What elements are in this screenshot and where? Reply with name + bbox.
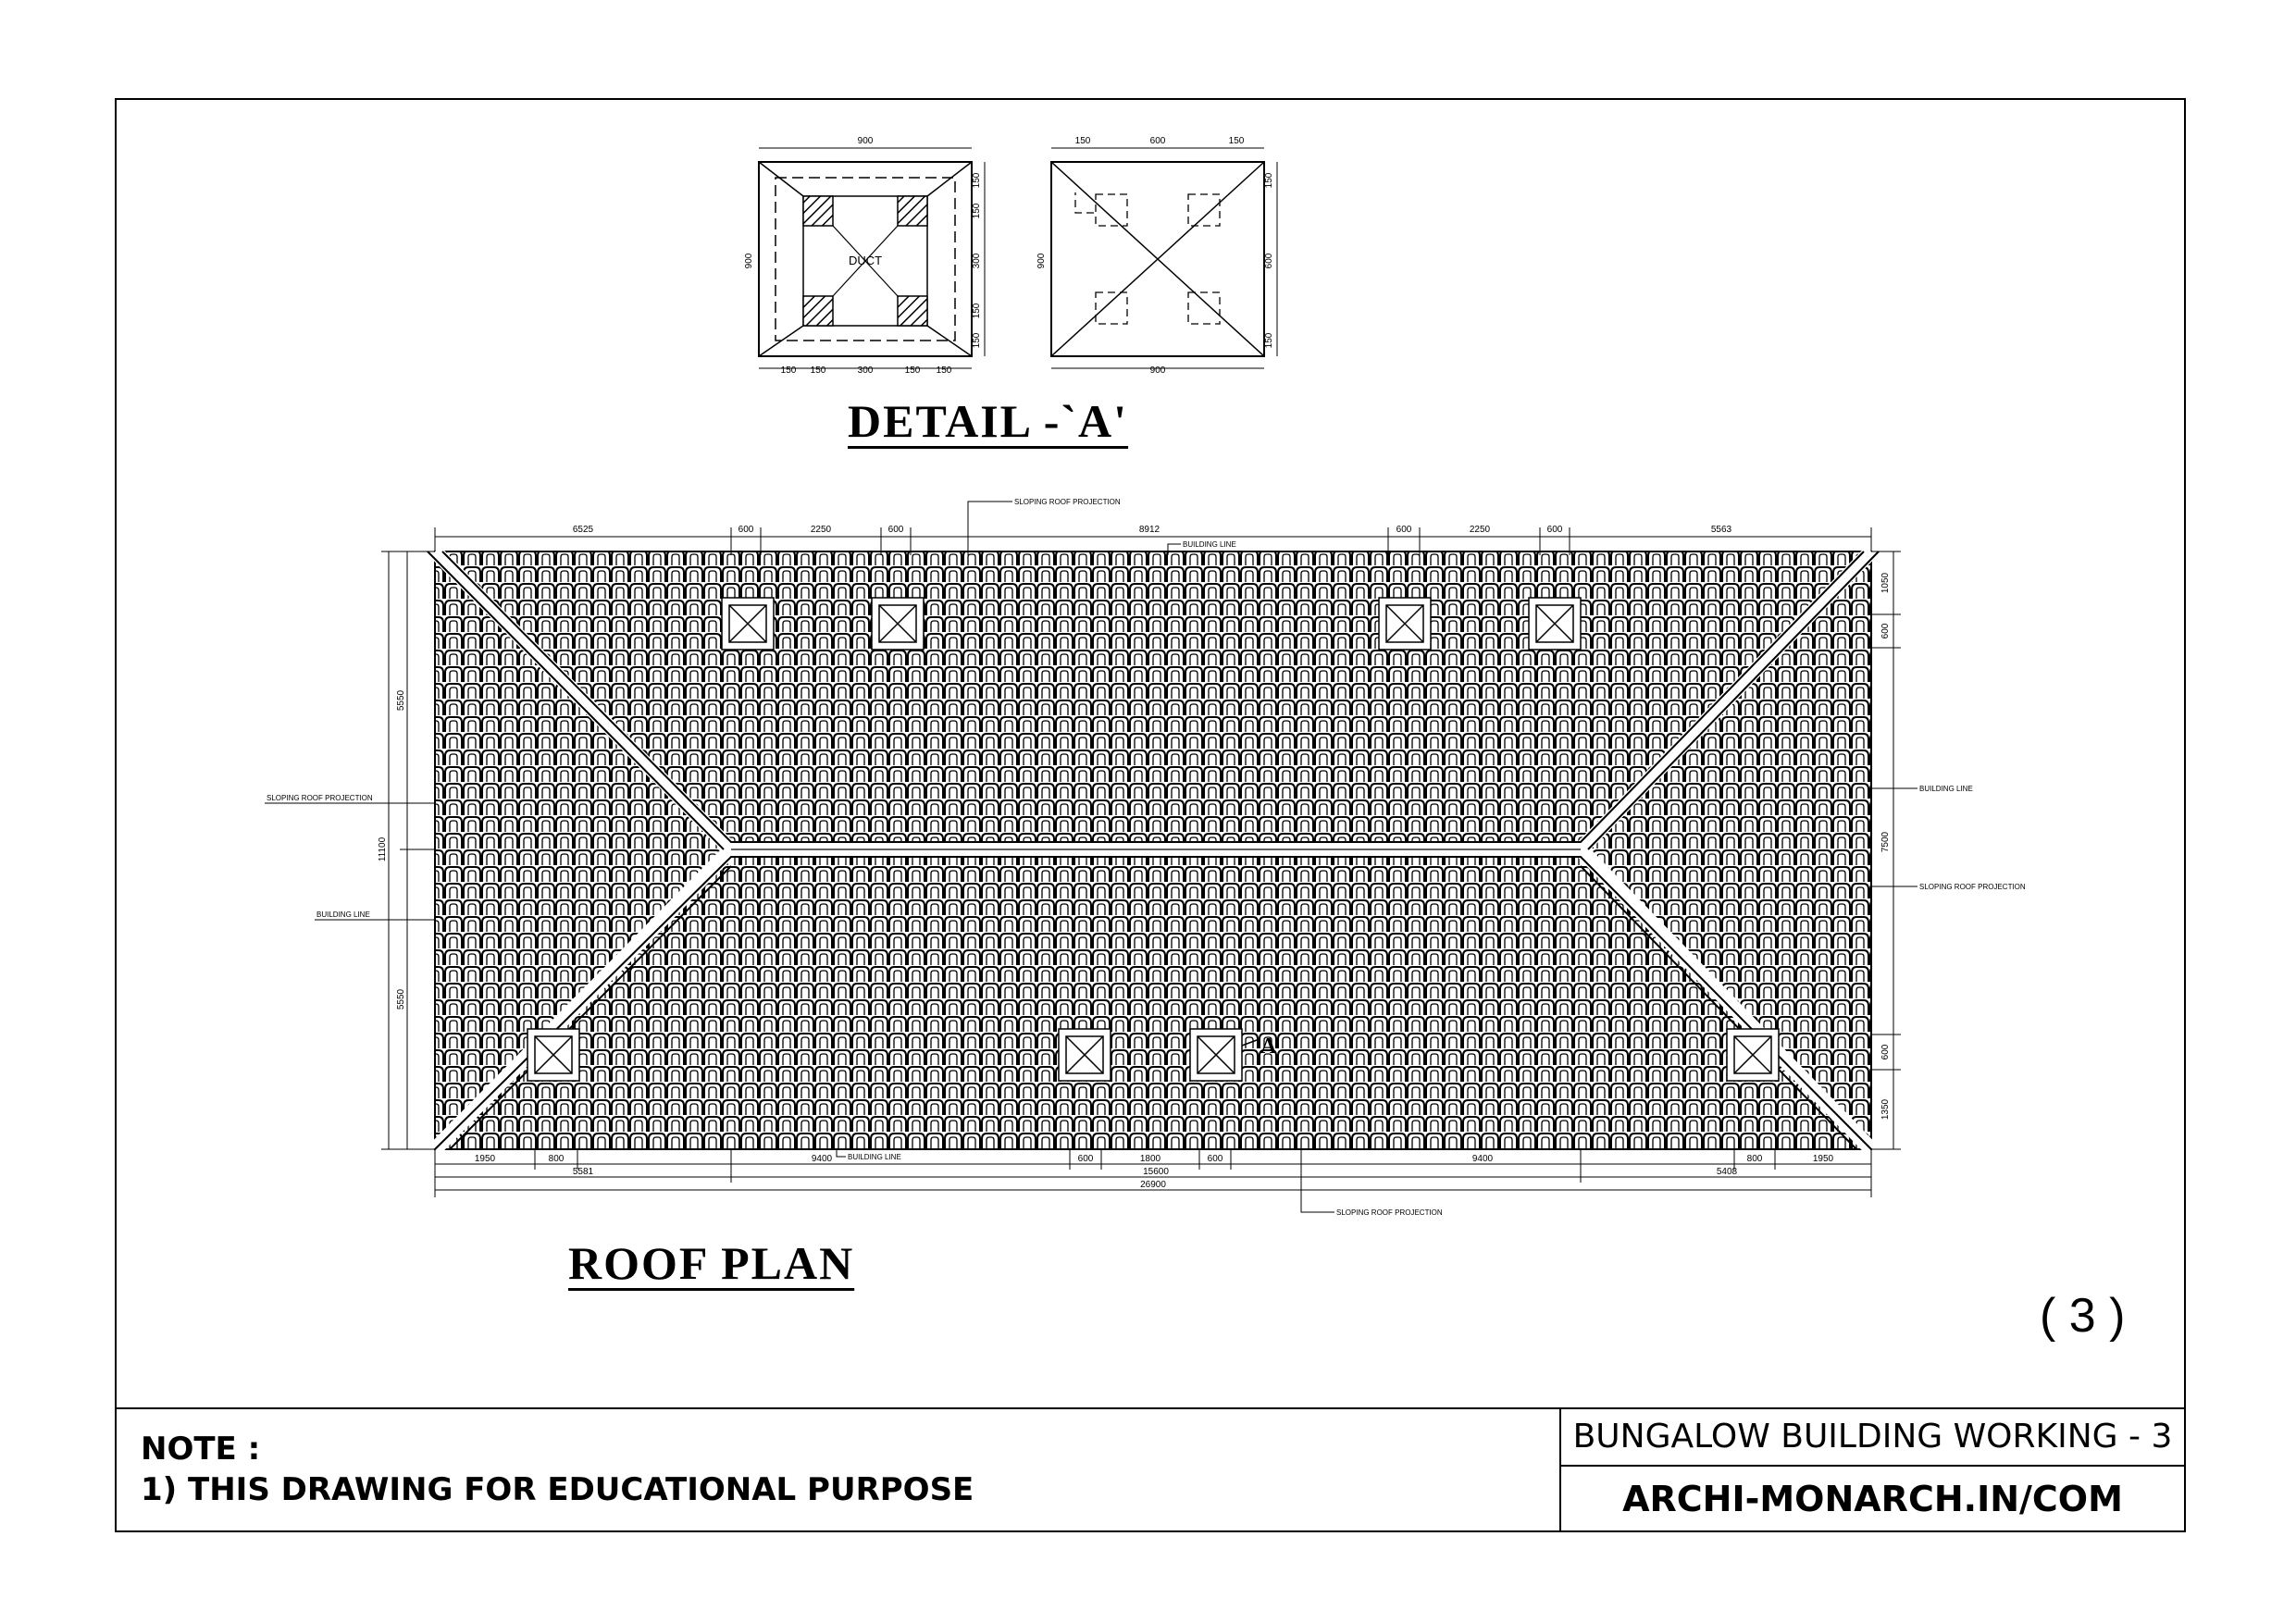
dim-text: 600 [1149, 136, 1166, 146]
duct-box [1190, 1029, 1242, 1081]
dim-text: 150 [1228, 136, 1245, 146]
callout-label: SLOPING ROOF PROJECTION [1919, 883, 2026, 891]
dim-text: 800 [1746, 1154, 1763, 1164]
dim-text: 2250 [1469, 525, 1491, 535]
callout-label: SLOPING ROOF PROJECTION [1014, 498, 1121, 506]
dim-text: 800 [548, 1154, 565, 1164]
dim-text: 150 [972, 172, 982, 189]
dim-text: 15600 [1143, 1167, 1169, 1177]
dim-text: 1350 [1880, 1098, 1891, 1121]
dim-text: 1800 [1139, 1154, 1161, 1164]
dim-text: 600 [1546, 525, 1563, 535]
dim-text: 11100 [378, 836, 388, 862]
callout-label: SLOPING ROOF PROJECTION [267, 794, 373, 802]
duct-box [1529, 598, 1581, 650]
dim-text: 900 [1036, 253, 1047, 269]
dim-text: 8912 [1138, 525, 1160, 535]
dim-text: 600 [1077, 1154, 1094, 1164]
dim-text: 5408 [1716, 1167, 1738, 1177]
dim-text: 5550 [396, 988, 406, 1010]
dim-text: 5563 [1710, 525, 1732, 535]
dim-text: 600 [738, 525, 754, 535]
dim-text: 5550 [396, 689, 406, 712]
dim-text: 900 [1149, 365, 1166, 376]
callout-label: BUILDING LINE [316, 911, 370, 919]
website-label: ARCHI-MONARCH.IN/COM [1622, 1479, 2123, 1519]
roof-plan-title: ROOF PLAN [568, 1237, 855, 1289]
dim-text: 600 [1207, 1154, 1223, 1164]
sheet-number: ( 3 ) [2040, 1289, 2126, 1343]
dim-text: 6525 [572, 525, 594, 535]
dim-text: 150 [1264, 332, 1274, 349]
dim-text: 900 [744, 253, 754, 269]
duct-box [722, 598, 774, 650]
dim-text: 2250 [810, 525, 832, 535]
dim-text: 1950 [1812, 1154, 1834, 1164]
hatched-column [898, 296, 927, 326]
duct-box [872, 598, 924, 650]
dim-text: 1050 [1880, 572, 1891, 594]
callout-label: BUILDING LINE [1183, 540, 1236, 549]
dim-text: 600 [1396, 525, 1412, 535]
dim-text: 150 [780, 365, 797, 376]
dim-text: 150 [810, 365, 826, 376]
dim-text: 150 [1074, 136, 1091, 146]
callout-label: BUILDING LINE [1919, 785, 1973, 793]
duct-label: DUCT [848, 254, 883, 267]
dim-text: 600 [1264, 253, 1274, 269]
dim-text: 300 [972, 253, 982, 269]
note-line-1: 1) THIS DRAWING FOR EDUCATIONAL PURPOSE [141, 1471, 974, 1508]
dim-text: 1950 [474, 1154, 496, 1164]
hatched-column [803, 296, 833, 326]
dim-text: 7500 [1880, 831, 1891, 853]
project-title: BUNGALOW BUILDING WORKING - 3 [1572, 1418, 2173, 1456]
dim-text: 600 [887, 525, 904, 535]
roof-plan [265, 498, 2026, 1217]
duct-box [1727, 1029, 1779, 1081]
dim-text: 9400 [1471, 1154, 1494, 1164]
note-heading: NOTE : [141, 1431, 261, 1468]
dim-text: 900 [857, 136, 874, 146]
dim-text: 9400 [811, 1154, 833, 1164]
detail-marker: A [1260, 1035, 1277, 1059]
callout-label: SLOPING ROOF PROJECTION [1336, 1208, 1443, 1217]
detail-a-left [744, 136, 985, 376]
dim-text: 150 [972, 332, 982, 349]
dim-text: 150 [972, 203, 982, 219]
dim-text: 150 [1264, 172, 1274, 189]
dim-text: 150 [972, 303, 982, 319]
dim-text: 5581 [572, 1167, 594, 1177]
dim-text: 600 [1880, 1044, 1891, 1060]
hatched-column [803, 196, 833, 226]
duct-box [1379, 598, 1431, 650]
dim-text: 600 [1880, 623, 1891, 639]
duct-box [1059, 1029, 1111, 1081]
dim-text: 26900 [1140, 1180, 1166, 1190]
hatched-column [898, 196, 927, 226]
dim-text: 150 [904, 365, 921, 376]
duct-box [527, 1029, 579, 1081]
dim-text: 300 [857, 365, 874, 376]
detail-a-right [1036, 136, 1277, 376]
callout-label: BUILDING LINE [848, 1153, 901, 1161]
detail-a-title: DETAIL -`A' [848, 395, 1129, 447]
dim-text: 150 [936, 365, 952, 376]
